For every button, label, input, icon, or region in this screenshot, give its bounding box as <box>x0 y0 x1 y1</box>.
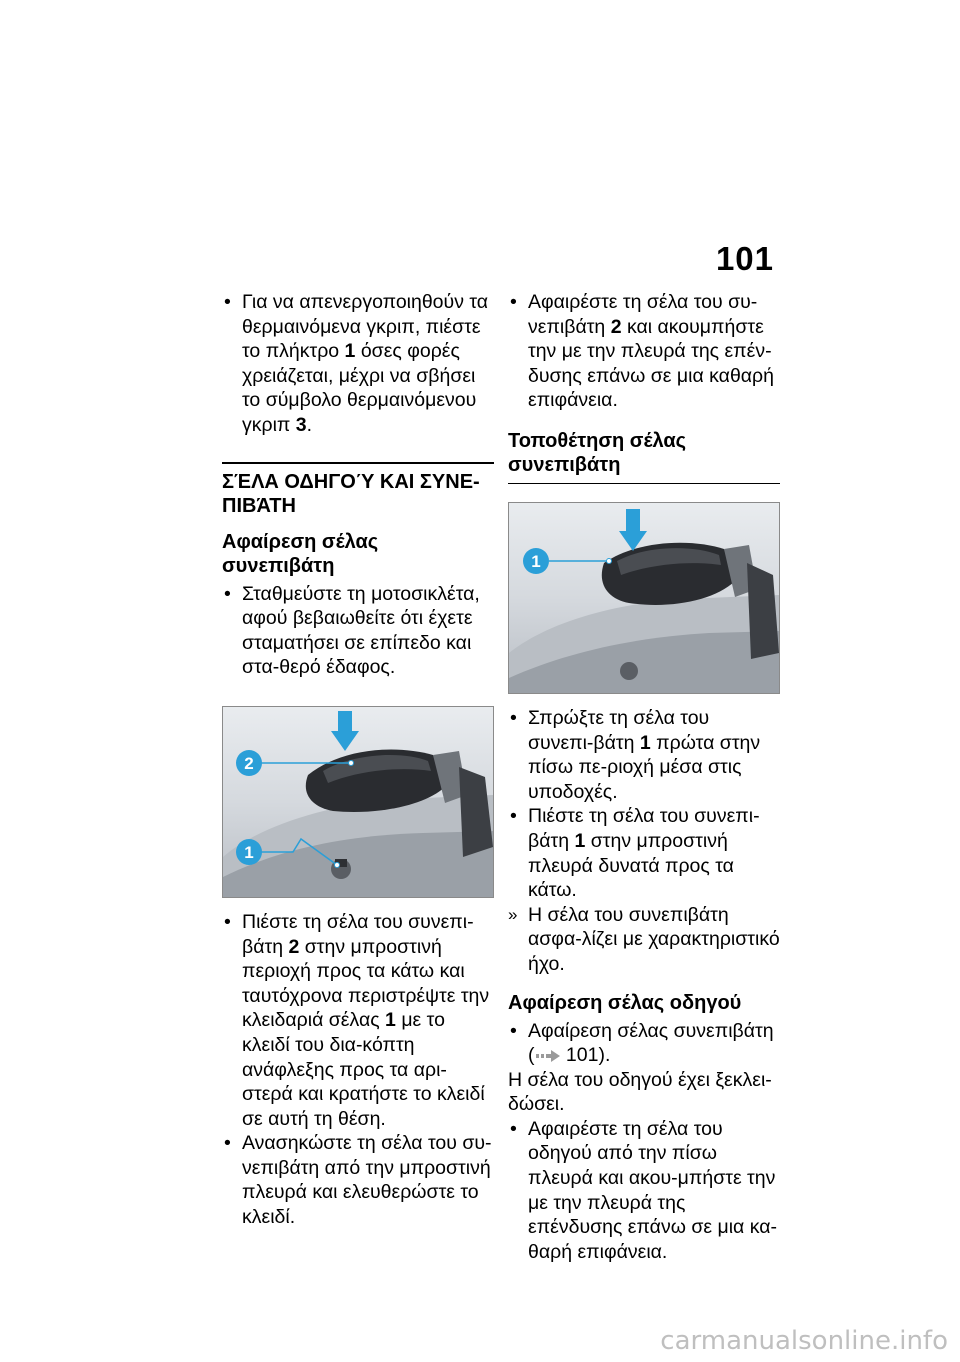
reference-number: 3 <box>295 413 307 436</box>
reference-number: 1 <box>639 731 651 754</box>
list-item: • Για να απενεργοποιηθούν τα θερμαινόμενα γκριπ, πιέστε το πλήκτρο 1 όσες φορές χρειάζεται, μέχρι να σβήσει το σύμβολο θερμαινόμενου γκριπ 3. <box>224 291 489 436</box>
list-item: • Σπρώξτε τη σέλα του συνεπι-βάτη 1 πρώτα στην πίσω πε-ριοχή μέσα στις υποδοχές. <box>510 706 761 803</box>
watermark: carmanualsonline.info <box>660 1326 948 1356</box>
left-column <box>222 290 494 1230</box>
callout-label: 1 <box>531 551 541 571</box>
reference-number: 2 <box>610 315 622 338</box>
figure-passenger-seat-install <box>508 502 780 694</box>
list-item: • Ανασηκώστε τη σέλα του συ-νεπιβάτη από την μπροστινή πλευρά και ελευθερώστε το κλειδί. <box>224 1132 492 1229</box>
paragraph: Η σέλα του οδηγού έχει ξεκλει-δώσει. <box>508 1068 772 1116</box>
callout-label: 1 <box>244 842 254 862</box>
reference-number: 1 <box>574 829 586 852</box>
callout-label: 2 <box>244 753 254 773</box>
bullet: • <box>510 805 517 828</box>
bullet: • <box>224 582 231 605</box>
page-number: 101 <box>715 240 774 277</box>
motorcycle-seat-illustration <box>223 707 493 897</box>
right-column <box>508 290 780 1264</box>
page-arrow-icon <box>535 1050 561 1062</box>
result-item: » Η σέλα του συνεπιβάτη ασφα-λίζει με χαρακτηριστικό ήχο. <box>508 903 780 975</box>
list-item: • Αφαιρέστε τη σέλα του οδηγού από την πίσω πλευρά και ακου-μπήστε την με την πλευρά της επένδυσης επάνω σε μια κα-θαρή επιφάνεια. <box>510 1117 778 1263</box>
list-item: • Αφαιρέστε τη σέλα του συ-νεπιβάτη 2 και ακουμπήστε την με την πλευρά της επέν-δυσης επάνω σε μια καθαρή επιφάνεια. <box>510 291 774 412</box>
bullet: • <box>224 291 231 313</box>
bullet: • <box>224 910 231 933</box>
bullet: • <box>510 706 517 729</box>
section-title: Αφαίρεση σέλας συνεπιβάτη <box>222 530 379 577</box>
list-item: • Πιέστε τη σέλα του συνεπι-βάτη 2 στην μπροστινή περιοχή προς τα κάτω και ταυτόχρονα περιστρέψτε την κλειδαριά σέλας 1 με το κλειδί του δια-κόπτη ανάφλεξης προς τα αρι-στερά και κρατήστε το κλειδί σε αυτή τη θέση. <box>224 910 490 1130</box>
motorcycle-seat-illustration <box>509 503 779 693</box>
page-reference[interactable]: ( 101). <box>528 1044 611 1067</box>
chapter-title: ΣΈΛΑ ΟΔΗΓΟΎ ΚΑΙ ΣΥΝΕ-ΠΙΒΆΤΗ <box>222 462 494 518</box>
figure-passenger-seat-removal <box>222 706 494 898</box>
reference-number: 2 <box>288 935 300 958</box>
section-title: Αφαίρεση σέλας οδηγού <box>508 991 742 1014</box>
list-item: • Πιέστε τη σέλα του συνεπι-βάτη 1 στην μπροστινή πλευρά δυνατά προς τα κάτω. <box>510 805 760 902</box>
bullet: • <box>510 291 517 313</box>
reference-number: 1 <box>385 1009 396 1032</box>
section-title: Τοποθέτηση σέλας συνεπιβάτη <box>508 429 780 484</box>
bullet: • <box>510 1019 517 1042</box>
result-mark: » <box>508 904 518 924</box>
bullet: • <box>224 1132 231 1155</box>
list-item: • Σταθμεύστε τη μοτοσικλέτα, αφού βεβαιωθείτε ότι έχετε σταματήσει σε επίπεδο και στα-θερό έδαφος. <box>224 582 480 679</box>
list-item: • Αφαίρεση σέλας συνεπιβάτη ( 101). <box>510 1019 774 1067</box>
reference-number: 1 <box>344 340 356 363</box>
bullet: • <box>510 1117 517 1140</box>
